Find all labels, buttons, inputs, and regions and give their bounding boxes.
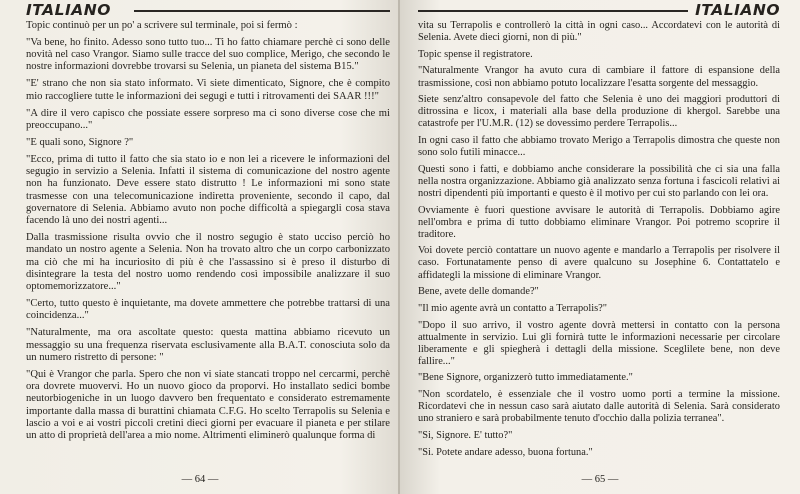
header-rule bbox=[418, 10, 688, 12]
left-page-header bbox=[26, 0, 390, 20]
page-number: — 65 — bbox=[581, 474, 619, 485]
page-number: — 64 — bbox=[181, 474, 219, 485]
paragraph: "Si, Signore. E' tutto?" bbox=[418, 429, 513, 441]
paragraph: Questi sono i fatti, e dobbiamo anche considerare la possibilità che ci sia una falla nella nostra organizzazione. Abbiamo già analizzato senza fortuna i fascicoli relativi ai nostri dipendenti più importanti e questo è il motivo per cui sto parlando con lei ora. bbox=[418, 163, 780, 199]
running-header-title: ITALIANO bbox=[695, 1, 780, 19]
paragraph: Topic spense il registratore. bbox=[418, 48, 533, 60]
right-page-header bbox=[418, 0, 780, 20]
header-rule bbox=[134, 10, 390, 12]
paragraph: "A dire il vero capisco che possiate essere sorpreso ma ci sono diverse cose che mi preoccupano..." bbox=[26, 107, 390, 131]
paragraph: Siete senz'altro consapevole del fatto che Selenia è uno dei maggiori produttori di ditrossina e licox, i materiali alla base della produzione di khergol. Sarebbe una catastrofe per l'U.M.R. (12) se dovessimo perdere Terrapolis... bbox=[418, 94, 780, 130]
paragraph: Voi dovete perciò contattare un nuovo agente e mandarlo a Terrapolis per risolvere il caso. Fortunatamente penso di avere qualcuno su Josephine 6. Contattatelo e affidategli la missione di eliminare Vrangor. bbox=[418, 245, 780, 281]
paragraph: "Non scordatelo, è essenziale che il vostro uomo porti a termine la missione. Ricordatevi che in nessun caso sarà aiutato dalle autorità di Selenia. Sarà considerato uno straniero e sarà probabilmente tenuto d'occhio dalla polizia terranea". bbox=[418, 389, 780, 425]
paragraph: "E quali sono, Signore ?" bbox=[26, 136, 134, 148]
paragraph: "Qui è Vrangor che parla. Spero che non vi siate stancati troppo nel cercarmi, perchè ora dovrete muovervi. Ho un nuovo gioco da proporvi. Ho installato sedici bombe neutorbiogeniche in un luogo davvero ben frequentato e considerato estremamente importante dalla massa di burattini chiamata C.F.G. Ho scelto Terrapolis su Selenia e lascio a voi e ai vostri piccoli cretini dieci giorni per evacuare il pianeta e per stilare un atto di proprietà dell'area a mio nome. Altrimenti eliminerò qualunque forma di bbox=[26, 368, 390, 442]
paragraph: In ogni caso il fatto che abbiamo trovato Merigo a Terrapolis dimostra che queste non sono solo futili minacce... bbox=[418, 135, 780, 159]
paragraph: "Dopo il suo arrivo, il vostro agente dovrà mettersi in contatto con la persona attualmente in servizio. Lui gli fornirà tutte le informazioni necessarie per circolare liberamente e gli spiegherà i dettagli della missione. Sceglilete bene, non deve fallire..." bbox=[418, 319, 780, 367]
paragraph: "Naturalmente, ma ora ascoltate questo: questa mattina abbiamo ricevuto un messaggio su una frequenza riservata esclusivamente alla B.A.T. conosciuta solo da un numero ristretto di persone: " bbox=[26, 327, 390, 363]
paragraph: "Certo, tutto questo è inquietante, ma dovete ammettere che potrebbe trattarsi di una coincidenza..." bbox=[26, 298, 390, 322]
paragraph: Topic continuò per un po' a scrivere sul terminale, poi si fermò : bbox=[26, 20, 298, 31]
paragraph: Ovviamente è fuori questione avvisare le autorità di Terrapolis. Dobbiamo agire nell'ombra e prima di tutto dobbiamo eliminare Vrangor. Poi potremo scoprire il traditore. bbox=[418, 204, 780, 240]
paragraph: "Naturalmente Vrangor ha avuto cura di cambiare il fattore di espansione della trasmissione, così non abbiamo potuto localizzare l'esatta sorgente del messaggio. bbox=[418, 65, 780, 89]
running-header-title: ITALIANO bbox=[26, 1, 111, 19]
paragraph: "Va bene, ho finito. Adesso sono tutto tuo... Ti ho fatto chiamare perchè ci sono delle novità nel caso Vrangor. Siamo sulle tracce del suo complice, Merigo, che secondo le nostre informazioni dovrebbe trovarsi su Selenia, un pianeta del sistema B15." bbox=[26, 36, 390, 73]
right-page-text bbox=[418, 20, 780, 459]
paragraph: "Bene Signore, organizzerò tutto immediatamente." bbox=[418, 372, 633, 384]
paragraph: "E' strano che non sia stato informato. Vi siete dimenticato, Signore, che è compito mio raccogliere tutte le informazioni dei segugi e tutti i ritrovamenti dei SAAR !!!" bbox=[26, 78, 390, 102]
paragraph: "Si. Potete andare adesso, buona fortuna." bbox=[418, 446, 593, 458]
paragraph: "Il mio agente avrà un contatto a Terrapolis?" bbox=[418, 302, 608, 314]
left-page-text bbox=[26, 20, 390, 443]
paragraph: Bene, avete delle domande?" bbox=[418, 286, 539, 298]
paragraph: Dalla trasmissione risulta ovvio che il nostro segugio è stato ucciso perciò ho mandato un nostro agente a Selenia. Non ha trovato altro che un corpo carbonizzato ma ciò che mi ha incuriosito di più è che l'assassino si è preso il disturbo di disintegrare la testa del nostro uomo rendendo così impossibile analizzare il suo optomemorizzatore..." bbox=[26, 232, 390, 293]
right-page bbox=[400, 0, 800, 494]
paragraph: "Ecco, prima di tutto il fatto che sia stato io e non lei a ricevere le informazioni del segugio in servizio a Selenia. Infatti il sistema di comunicazione del nostro agente non ha funzionato. Deve essere stato distrutto ! Le informazioni mi sono state trasmesse con una telecomunicazione indiretta proveniente, secondo il capo, dal governatore di Selenia. Abbiamo avuto non poche difficoltà a spiegargli cosa stava facendo là uno dei nostri agenti... bbox=[26, 153, 390, 227]
paragraph: vita su Terrapolis e controllerò la città in ogni caso... Accordatevi con le autorità di Selenia. Avete dieci giorni, non di più." bbox=[418, 20, 780, 44]
